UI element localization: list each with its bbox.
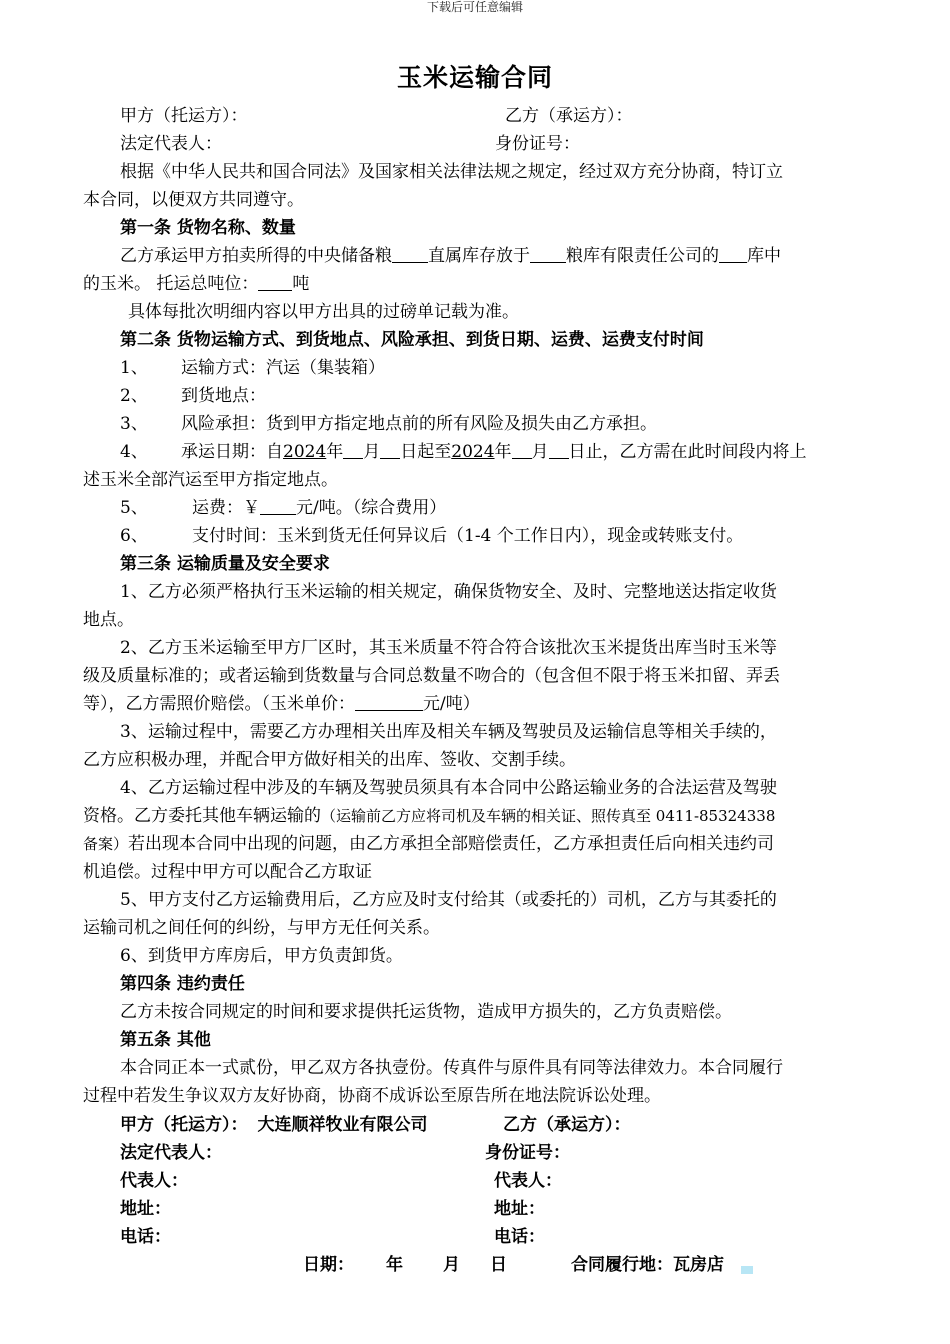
article-3-p4-line-3 — [83, 833, 774, 855]
art1-text-b: 直属库存放于 — [428, 246, 530, 266]
blank-field[interactable] — [530, 246, 566, 263]
article-5-line-2: 过程中若发生争议双方友好协商，协商不成诉讼至原告所在地法院诉讼处理。 — [83, 1086, 661, 1106]
item-number: 2、 — [120, 386, 148, 406]
article-1-line-1 — [120, 245, 781, 267]
year-value: 2024 — [451, 442, 495, 462]
article-1-line-3: 具体每批次明细内容以甲方出具的过磅单记载为准。 — [128, 302, 519, 322]
sign-id: 身份证号： — [485, 1143, 570, 1163]
item-text: 元/吨。（综合费用） — [296, 498, 447, 518]
art1-text-f: 吨 — [292, 274, 310, 294]
party-a-line — [120, 105, 248, 127]
article-3-p4-line-1: 4、乙方运输过程中涉及的车辆及驾驶员须具有本合同中公路运输业务的合法运营及驾驶 — [120, 778, 777, 798]
art1-text-c: 粮库有限责任公司的 — [566, 246, 719, 266]
item-text: 到货地点： — [181, 386, 266, 406]
blank-field[interactable] — [258, 274, 292, 291]
item-text: 等），乙方需照价赔偿。（玉米单价： — [83, 694, 355, 714]
article-3-p2-line-3 — [83, 693, 480, 715]
blank-field[interactable] — [380, 442, 400, 459]
article-3-p3-line-1: 3、运输过程中，需要乙方办理相关出库及相关车辆及驾驶员及运输信息等相关手续的， — [120, 722, 777, 742]
item-number: 5、 — [120, 498, 148, 518]
article-3-p3-line-2: 乙方应积极办理，并配合甲方做好相关的出库、签收、交割手续。 — [83, 750, 576, 770]
article-5-heading: 第五条 其他 — [120, 1030, 211, 1050]
article-3-p4-line-4: 机追偿。过程中甲方可以配合乙方取证 — [83, 862, 372, 882]
item-number: 6、 — [120, 526, 148, 546]
place-value: 瓦房店 — [673, 1255, 724, 1275]
party-b-label: 乙方（承运方）： — [505, 106, 633, 126]
article-2-item-4-cont: 述玉米全部汽运至甲方指定地点。 — [83, 470, 338, 490]
sign-date — [303, 1254, 507, 1276]
item-text: 月 — [531, 442, 549, 462]
item-text: 年 — [494, 442, 512, 462]
page-header-note: 下载后可任意编辑 — [426, 0, 523, 14]
article-3-p1-line-2: 地点。 — [83, 610, 134, 630]
party-a-label: 甲方（托运方）： — [120, 106, 248, 126]
preamble-line-2: 本合同，以便双方共同遵守。 — [83, 190, 304, 210]
article-1-line-2 — [83, 273, 309, 295]
date-label: 日期： — [303, 1255, 354, 1275]
item-text: 支付时间：玉米到货无任何异议后（1-4 个工作日内），现金或转账支付。 — [192, 526, 744, 546]
article-3-p2-line-2: 级及质量标准的；或者运输到货数量与合同总数量不吻合的（包含但不限于将玉米扣留、弄丢 — [83, 666, 780, 686]
blank-field[interactable] — [343, 442, 363, 459]
place-label: 合同履行地： — [571, 1255, 673, 1275]
article-2-item-3 — [120, 413, 657, 435]
article-4-p1: 乙方未按合同规定的时间和要求提供托运货物，造成甲方损失的，乙方负责赔偿。 — [120, 1002, 732, 1022]
item-text: 日起至 — [400, 442, 452, 462]
item-number: 1、 — [120, 358, 148, 378]
article-2-item-5 — [120, 497, 446, 519]
blank-field[interactable] — [260, 498, 296, 515]
article-3-p2-line-1: 2、乙方玉米运输至甲方厂区时，其玉米质量不符合符合该批次玉米提货出库当时玉米等 — [120, 638, 777, 658]
highlight-mark — [741, 1266, 753, 1274]
sign-addr-b: 地址： — [494, 1199, 545, 1219]
article-3-p5-line-1: 5、甲方支付乙方运输费用后，乙方应及时支付给其（或委托的）司机，乙方与其委托的 — [120, 890, 777, 910]
article-2-item-4 — [120, 441, 807, 463]
article-1-heading: 第一条 货物名称、数量 — [120, 218, 296, 238]
fax-note: （运输前乙方应将司机及车辆的相关证、照传真至 0411-85324338 — [321, 807, 776, 825]
blank-field[interactable] — [355, 694, 423, 711]
article-2-item-1 — [120, 357, 385, 379]
item-number: 4、 — [120, 442, 148, 462]
article-2-item-6 — [120, 525, 743, 547]
item-text: 资格。乙方委托其他车辆运输的 — [83, 806, 321, 826]
sign-place — [571, 1254, 724, 1276]
article-5-line-1: 本合同正本一式贰份，甲乙双方各执壹份。传真件与原件具有同等法律效力。本合同履行 — [120, 1058, 783, 1078]
sign-addr-a: 地址： — [120, 1199, 171, 1219]
party-a-company: 大连顺祥牧业有限公司 — [257, 1115, 428, 1135]
article-2-item-2 — [120, 385, 266, 407]
item-text: 月 — [363, 442, 381, 462]
document-title: 玉米运输合同 — [396, 63, 553, 92]
id-label: 身份证号： — [495, 134, 580, 154]
sign-rep-a: 代表人： — [120, 1171, 188, 1191]
sign-party-a — [120, 1114, 428, 1136]
item-text: 运输方式：汽运（集装箱） — [181, 358, 385, 378]
sign-rep-b: 代表人： — [494, 1171, 562, 1191]
year-value: 2024 — [283, 442, 327, 462]
sign-label: 甲方（托运方）： — [120, 1115, 248, 1135]
article-3-p5-line-2: 运输司机之间任何的纠纷，与甲方无任何关系。 — [83, 918, 440, 938]
article-3-heading: 第三条 运输质量及安全要求 — [120, 554, 330, 574]
art1-text-d: 库中 — [747, 246, 781, 266]
year-label: 年 — [386, 1255, 403, 1275]
article-3-p4-line-2 — [83, 805, 775, 827]
blank-field[interactable] — [512, 442, 532, 459]
legal-rep-line — [120, 133, 222, 155]
sign-legal-rep: 法定代表人： — [120, 1143, 222, 1163]
art1-text-e: 的玉米。 托运总吨位： — [83, 274, 259, 294]
party-b-line — [505, 105, 633, 127]
id-line — [495, 133, 580, 155]
item-text: 运费：￥ — [192, 498, 260, 518]
item-text: 年 — [326, 442, 344, 462]
item-text: 风险承担：货到甲方指定地点前的所有风险及损失由乙方承担。 — [181, 414, 657, 434]
article-4-heading: 第四条 违约责任 — [120, 974, 245, 994]
item-text: 日止，乙方需在此时间段内将上 — [568, 442, 807, 462]
item-text: 若出现本合同中出现的问题，由乙方承担全部赔偿责任，乙方承担责任后向相关违约司 — [128, 834, 775, 854]
article-3-p6: 6、到货甲方库房后，甲方负责卸货。 — [120, 946, 403, 966]
art1-text-a: 乙方承运甲方拍卖所得的中央储备粮 — [120, 246, 392, 266]
legal-rep-label: 法定代表人： — [120, 134, 222, 154]
month-label: 月 — [443, 1255, 460, 1275]
day-label: 日 — [490, 1255, 507, 1275]
sign-party-b: 乙方（承运方）： — [503, 1115, 631, 1135]
item-text: 元/吨） — [423, 694, 480, 714]
blank-field[interactable] — [719, 246, 747, 263]
blank-field[interactable] — [549, 442, 569, 459]
sign-tel-b: 电话： — [494, 1227, 545, 1247]
item-number: 3、 — [120, 414, 148, 434]
blank-field[interactable] — [392, 246, 428, 263]
preamble-line-1: 根据《中华人民共和国合同法》及国家相关法律法规之规定，经过双方充分协商，特订立 — [120, 162, 783, 182]
item-text: 承运日期：自 — [181, 442, 283, 462]
sign-tel-a: 电话： — [120, 1227, 171, 1247]
article-3-p1-line-1: 1、乙方必须严格执行玉米运输的相关规定，确保货物安全、及时、完整地送达指定收货 — [120, 582, 777, 602]
fax-note: 备案） — [83, 835, 129, 853]
article-2-heading: 第二条 货物运输方式、到货地点、风险承担、到货日期、运费、运费支付时间 — [120, 330, 704, 350]
